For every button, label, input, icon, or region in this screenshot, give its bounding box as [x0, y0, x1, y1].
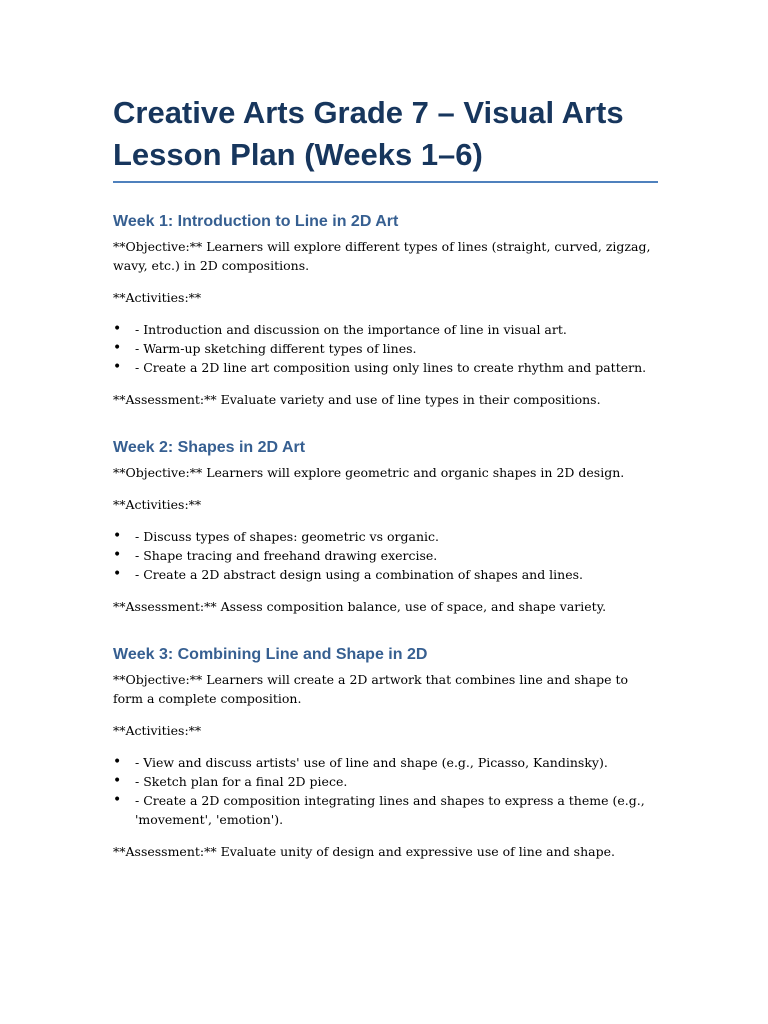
- bullet-icon: •: [113, 321, 122, 337]
- document-title: Creative Arts Grade 7 – Visual Arts Lesson Plan (Weeks 1–6): [113, 92, 658, 183]
- week-3-objective: **Objective:** Learners will create a 2D artwork that combines line and shape to form a complete composition.: [113, 672, 629, 706]
- week-3-assessment: **Assessment:** Evaluate unity of design and expressive use of line and shape.: [113, 844, 615, 859]
- bullet-icon: •: [113, 754, 122, 770]
- week-1-activities-list: [113, 320, 658, 377]
- bullet-icon: •: [113, 773, 122, 789]
- bullet-icon: •: [113, 340, 122, 356]
- list-item: • - Sketch plan for a final 2D piece.: [113, 773, 348, 789]
- week-2-heading: Week 2: Shapes in 2D Art: [113, 439, 306, 456]
- week-1-section: [113, 211, 658, 409]
- bullet-icon: •: [113, 547, 122, 563]
- week-3-section: [113, 644, 658, 861]
- list-item: • - Create a 2D abstract design using a combination of shapes and lines.: [113, 566, 584, 582]
- week-1-heading: Week 1: Introduction to Line in 2D Art: [113, 213, 399, 230]
- week-1-activities-label: **Activities:**: [113, 290, 202, 305]
- list-item: • - Create a 2D composition integrating lines and shapes to express a theme (e.g., 'movement', 'emotion').: [113, 792, 645, 827]
- week-3-heading: Week 3: Combining Line and Shape in 2D: [113, 646, 428, 663]
- week-2-activities-list: [113, 527, 658, 584]
- week-3-activities-label: **Activities:**: [113, 723, 202, 738]
- list-item: • - Warm-up sketching different types of lines.: [113, 340, 417, 356]
- bullet-icon: •: [113, 528, 122, 544]
- week-2-assessment: **Assessment:** Assess composition balance, use of space, and shape variety.: [113, 599, 607, 614]
- list-item: • - Discuss types of shapes: geometric vs organic.: [113, 528, 439, 544]
- list-item: • - Create a 2D line art composition using only lines to create rhythm and pattern.: [113, 359, 647, 375]
- week-2-section: [113, 437, 658, 616]
- document-page: [113, 92, 658, 861]
- bullet-icon: •: [113, 566, 122, 582]
- week-3-activities-list: [113, 753, 658, 829]
- week-2-activities-label: **Activities:**: [113, 497, 202, 512]
- week-1-assessment: **Assessment:** Evaluate variety and use of line types in their compositions.: [113, 392, 601, 407]
- list-item: • - Shape tracing and freehand drawing exercise.: [113, 547, 438, 563]
- bullet-icon: •: [113, 792, 122, 808]
- week-1-objective: **Objective:** Learners will explore different types of lines (straight, curved, zigzag, wavy, etc.) in 2D compositions.: [113, 239, 651, 273]
- bullet-icon: •: [113, 359, 122, 375]
- week-2-objective: **Objective:** Learners will explore geometric and organic shapes in 2D design.: [113, 465, 625, 480]
- list-item: • - View and discuss artists' use of line and shape (e.g., Picasso, Kandinsky).: [113, 754, 608, 770]
- list-item: • - Introduction and discussion on the importance of line in visual art.: [113, 321, 567, 337]
